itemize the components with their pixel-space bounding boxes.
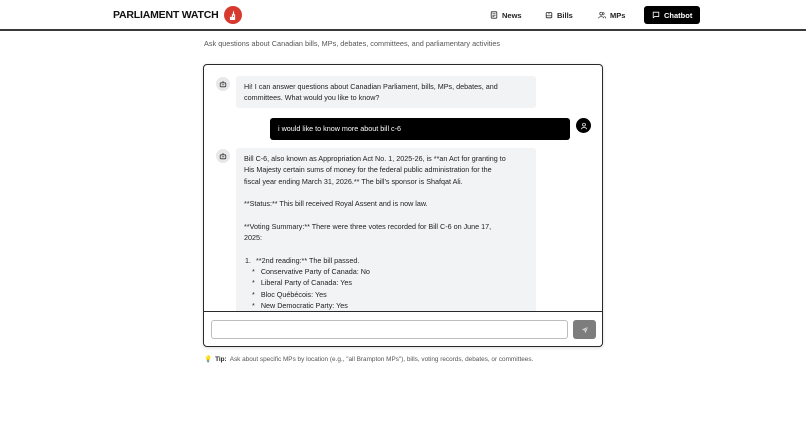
lightbulb-icon: 💡 (204, 356, 213, 363)
bullet-item: * Bloc Québécois: Yes (252, 289, 327, 299)
bot-message (236, 76, 536, 108)
message-line: fiscal year ending March 31, 2026.** The bill's sponsor is Shafqat Ali. (244, 176, 463, 186)
bill-icon (545, 11, 553, 19)
numbered-list-item (244, 255, 528, 266)
bot-avatar (216, 77, 230, 91)
chat-input[interactable] (211, 320, 568, 339)
message-line: Bill C-6, also known as Appropriation Act No. 1, 2025-26, is **an Act for granting to (244, 154, 506, 163)
chat-panel (203, 64, 603, 347)
message-line: Hi! I can answer questions about Canadian Parliament, bills, MPs, debates, and (244, 82, 498, 91)
top-nav-bar (0, 0, 806, 31)
message-line: 2025: (244, 233, 262, 243)
nav-mps[interactable] (598, 6, 625, 24)
bullet-icon: * (252, 289, 255, 299)
send-button[interactable] (573, 320, 596, 339)
brand-name: PARLIAMENT WATCH (113, 9, 219, 21)
send-icon (581, 326, 589, 334)
newspaper-icon (490, 11, 498, 19)
message-line: **Status:** This bill received Royal Assent and is now law. (244, 199, 428, 209)
bullet-icon: * (252, 278, 255, 288)
message-line: His Majesty certain sums of money for the federal public administration for the (244, 165, 492, 175)
bot-message (236, 148, 536, 312)
main-nav (0, 6, 806, 24)
user-message (270, 118, 570, 140)
bullet-item: * Conservative Party of Canada: No (252, 266, 370, 276)
bullet-icon: * (252, 266, 255, 276)
chat-input-row (211, 320, 597, 340)
user-message-text: i would like to know more about bill c-6 (278, 124, 402, 133)
user-avatar (576, 118, 591, 133)
list-text: **2nd reading:** The bill passed. (256, 255, 360, 265)
nav-bills-label: Bills (557, 10, 573, 20)
tip-text (204, 355, 533, 363)
nav-news-label: News (502, 10, 522, 20)
nav-mps-label: MPs (610, 10, 626, 20)
bullet-icon: * (252, 300, 255, 310)
message-line: committees. What would you like to know? (244, 93, 380, 103)
nav-news[interactable] (490, 6, 522, 24)
tip-body: Ask about specific MPs by location (e.g., "all Brampton MPs"), bills, voting records, debates, or committees. (229, 355, 534, 363)
message-list[interactable] (204, 65, 602, 312)
bot-icon (219, 80, 227, 88)
bullet-item: * New Democratic Party: Yes (252, 300, 348, 310)
bullet-item: * Liberal Party of Canada: Yes (252, 278, 352, 288)
nav-chatbot-label: Chatbot (664, 10, 693, 20)
bot-avatar (216, 149, 230, 163)
bot-icon (219, 152, 227, 160)
users-icon (598, 11, 606, 19)
user-icon (580, 122, 588, 130)
chat-icon (652, 11, 660, 19)
page-subtitle: Ask questions about Canadian bills, MPs, debates, committees, and parliamentary activities (204, 39, 501, 48)
nav-chatbot[interactable] (644, 6, 700, 24)
nav-bills[interactable] (545, 6, 573, 24)
tip-label: Tip: (215, 355, 227, 363)
list-number: 1. (245, 255, 251, 265)
message-line: **Voting Summary:** There were three votes recorded for Bill C-6 on June 17, (244, 221, 492, 231)
